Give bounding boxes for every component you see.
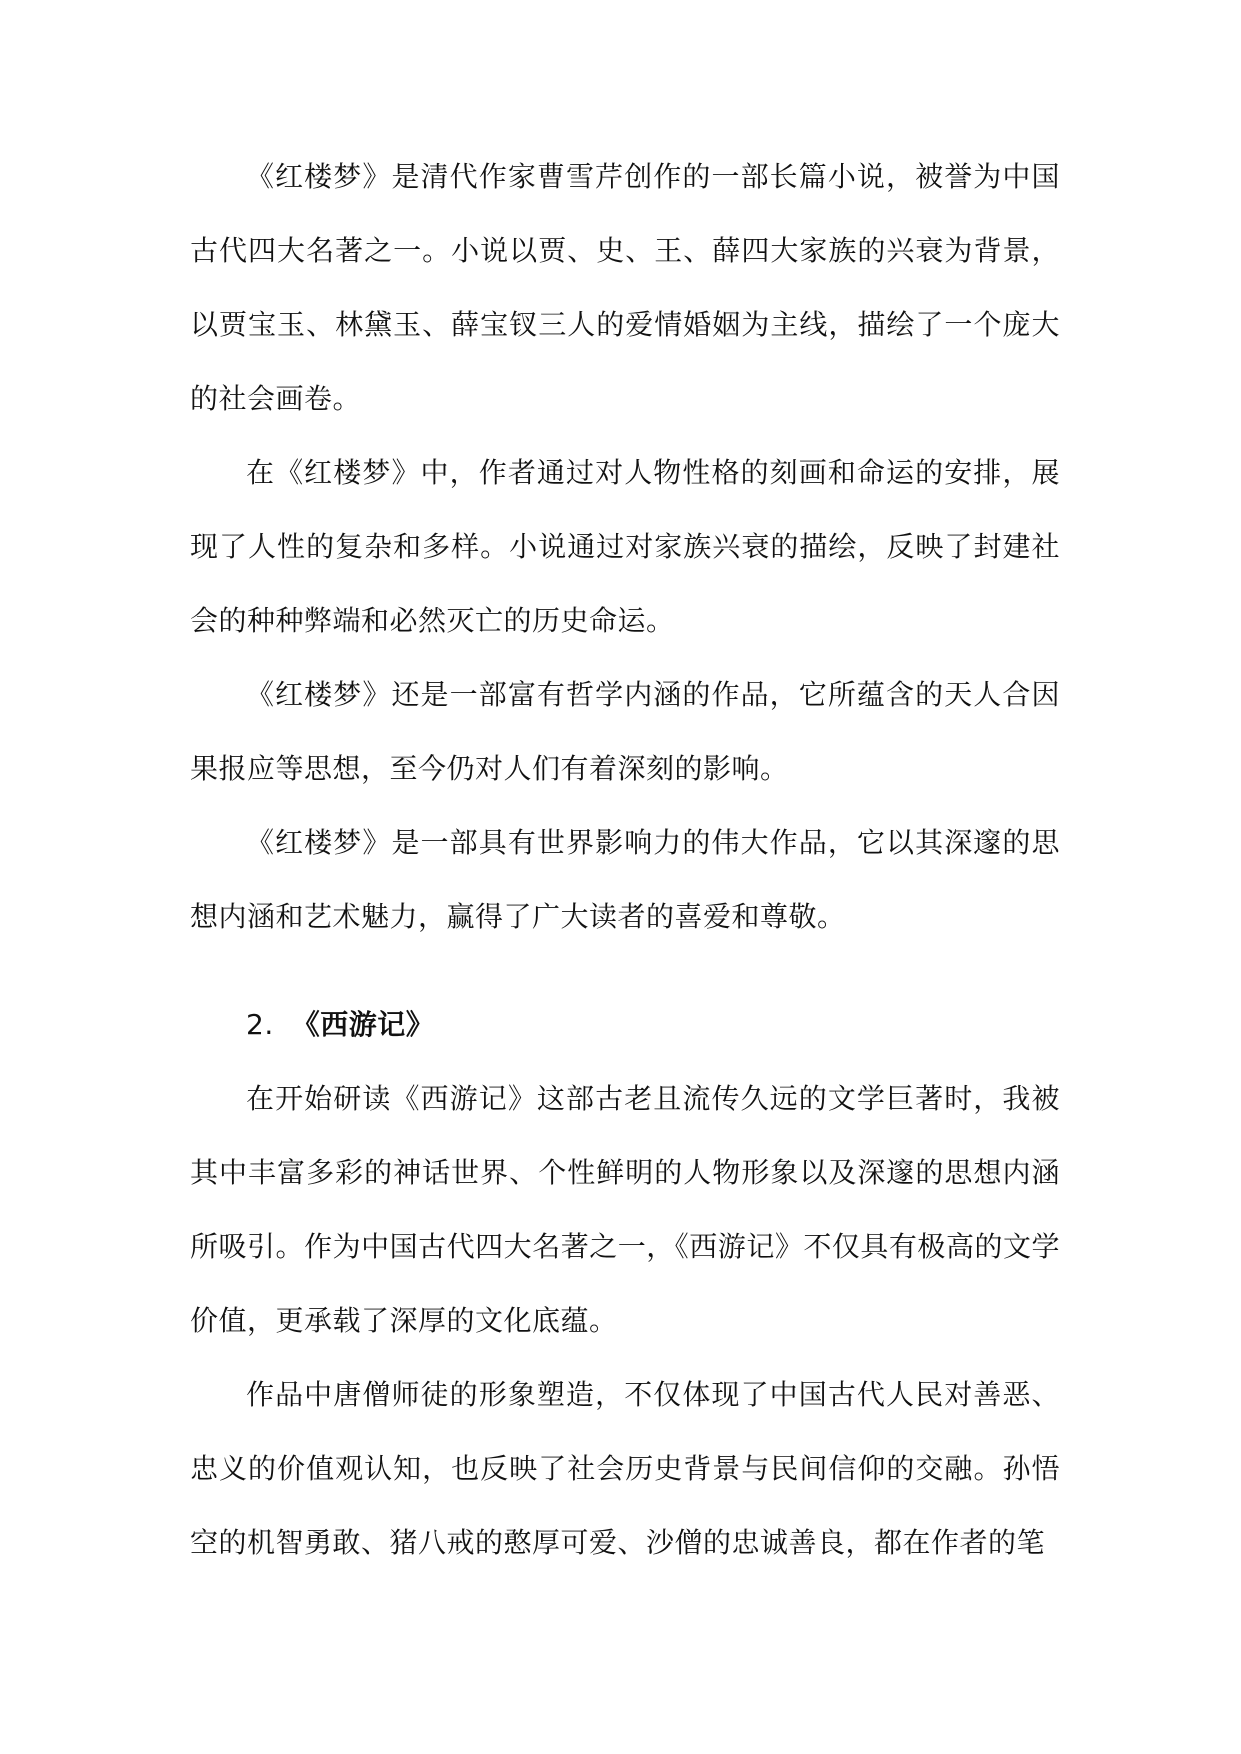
paragraph-honglou-influence: 《红楼梦》是一部具有世界影响力的伟大作品，它以其深邃的思想内涵和艺术魅力，赢得了广大读者的喜爱和尊敬。 [190,826,1060,933]
section-heading-xiyouji [190,988,1060,1062]
paragraph-honglou-philosophy: 《红楼梦》还是一部富有哲学内涵的作品，它所蕴含的天人合因果报应等思想，至今仍对人们有着深刻的影响。 [190,678,1060,785]
paragraph-honglou-intro: 《红楼梦》是清代作家曹雪芹创作的一部长篇小说，被誉为中国古代四大名著之一。小说以贾、史、王、薛四大家族的兴衰为背景，以贾宝玉、林黛玉、薛宝钗三人的爱情婚姻为主线，描绘了一个庞大的社会画卷。 [190,160,1060,415]
paragraph-xiyouji-intro: 在开始研读《西游记》这部古老且流传久远的文学巨著时，我被其中丰富多彩的神话世界、个性鲜明的人物形象以及深邃的思想内涵所吸引。作为中国古代四大名著之一，《西游记》不仅具有极高的文学价值，更承载了深厚的文化底蕴。 [190,1082,1060,1337]
document-body [190,140,1060,1580]
paragraph-honglou-characters: 在《红楼梦》中，作者通过对人物性格的刻画和命运的安排，展现了人性的复杂和多样。小说通过对家族兴衰的描绘，反映了封建社会的种种弊端和必然灭亡的历史命运。 [190,456,1060,637]
section-title: 《西游记》 [291,1008,435,1041]
section-number: 2. [246,1008,274,1041]
paragraph-xiyouji-characters: 作品中唐僧师徒的形象塑造，不仅体现了中国古代人民对善恶、忠义的价值观认知，也反映了社会历史背景与民间信仰的交融。孙悟空的机智勇敢、猪八戒的憨厚可爱、沙僧的忠诚善良，都在作者的笔 [190,1378,1060,1559]
